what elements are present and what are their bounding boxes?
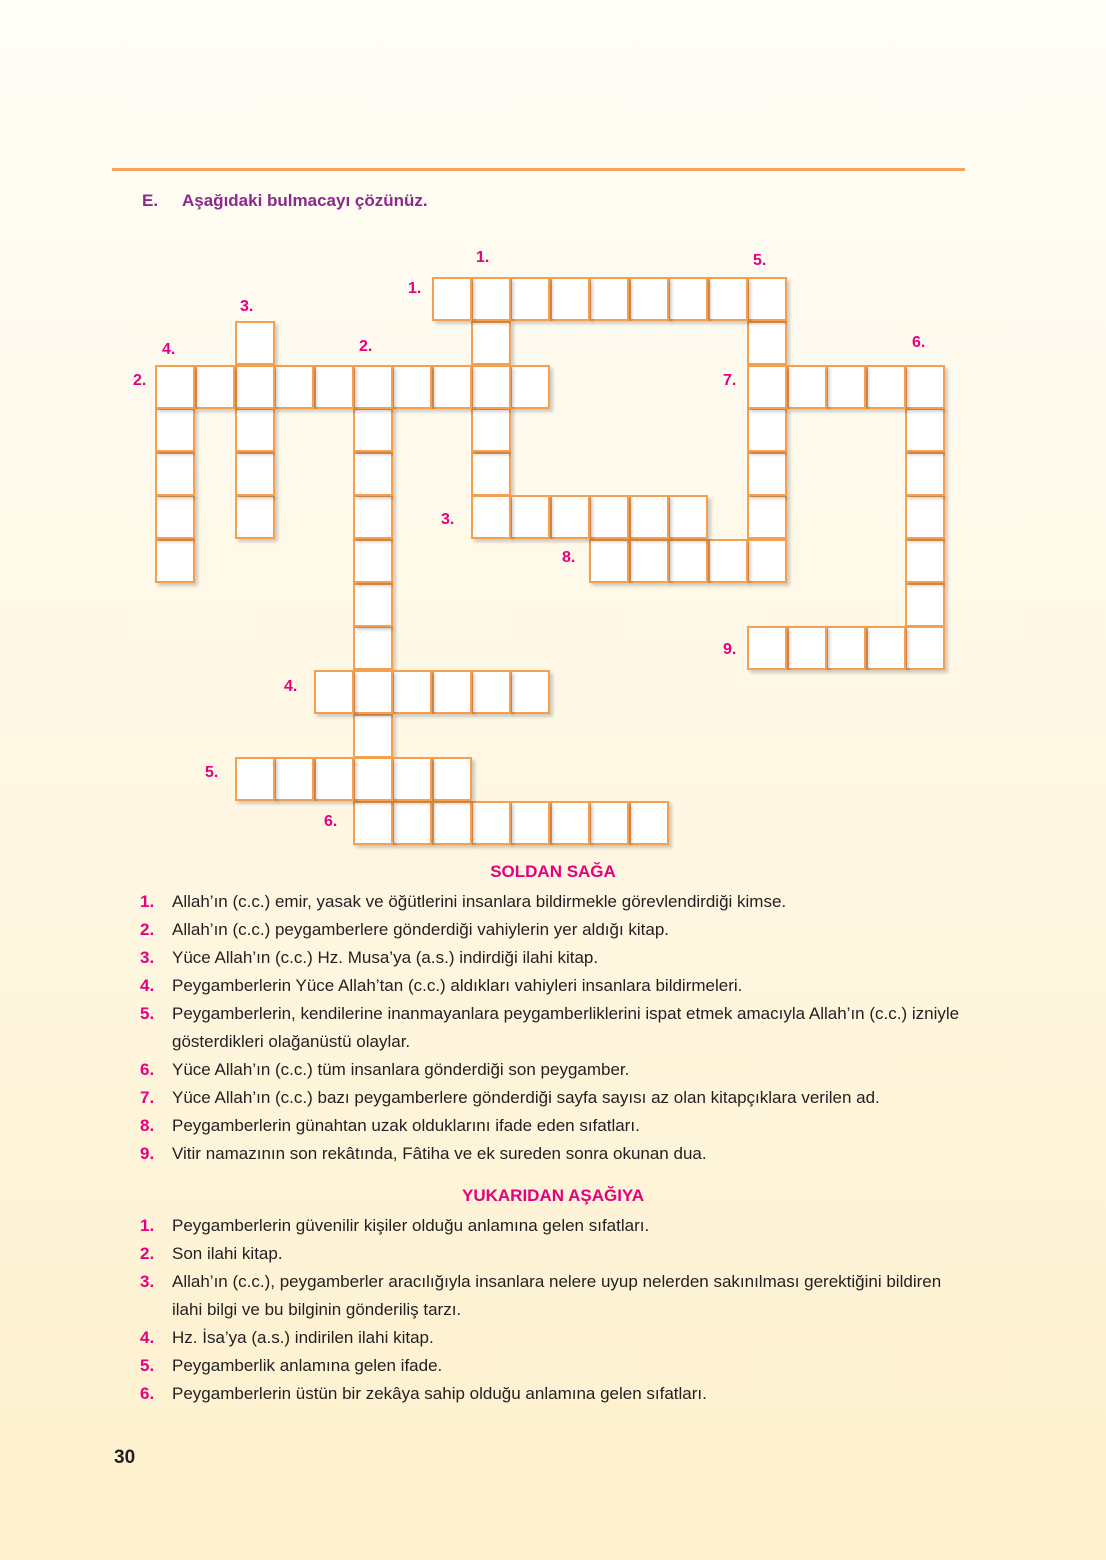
- across-clue: [0, 944, 1106, 972]
- crossword-cell[interactable]: [471, 495, 511, 539]
- across-clues-section: [0, 862, 1106, 1168]
- down-clue: [0, 1240, 1106, 1268]
- crossword-cell[interactable]: [747, 365, 787, 409]
- clue-number: 4.: [140, 1328, 155, 1347]
- clue-number-across-5: 5.: [205, 764, 219, 781]
- crossword-cell[interactable]: [510, 670, 550, 714]
- clue-number: 4.: [140, 976, 155, 995]
- crossword-cell[interactable]: [353, 670, 393, 714]
- clue-number: 5.: [140, 1356, 155, 1375]
- crossword-cell[interactable]: [550, 495, 590, 539]
- clue-number-across-1: 1.: [408, 280, 422, 297]
- crossword-cell[interactable]: [905, 539, 945, 583]
- crossword-cell[interactable]: [629, 277, 669, 321]
- clue-number-down-2: 2.: [359, 338, 373, 355]
- clue-number-across-8: 8.: [562, 549, 576, 566]
- down-clue: [0, 1380, 1106, 1408]
- crossword-cell[interactable]: [629, 801, 669, 845]
- crossword-cell[interactable]: [826, 365, 866, 409]
- crossword-cell[interactable]: [510, 277, 550, 321]
- crossword-cell[interactable]: [392, 757, 432, 801]
- down-clue: [0, 1324, 1106, 1352]
- crossword-cell[interactable]: [314, 670, 354, 714]
- across-clue: [0, 1140, 1106, 1168]
- crossword-cell[interactable]: [787, 626, 827, 670]
- clue-number: 8.: [140, 1116, 155, 1135]
- crossword-cell[interactable]: [589, 495, 629, 539]
- crossword-cell[interactable]: [155, 365, 195, 409]
- clue-text: Yüce Allah’ın (c.c.) tüm insanlara gönderdiği son peygamber.: [172, 1060, 630, 1079]
- crossword-cell[interactable]: [787, 365, 827, 409]
- clue-number-down-4: 4.: [162, 341, 176, 358]
- crossword-cell[interactable]: [471, 452, 511, 496]
- clue-number: 2.: [140, 1244, 155, 1263]
- across-clue: [0, 1000, 1106, 1056]
- clue-number: 2.: [140, 920, 155, 939]
- crossword-cell[interactable]: [589, 539, 629, 583]
- crossword-cell[interactable]: [668, 495, 708, 539]
- crossword-cell[interactable]: [353, 801, 393, 845]
- crossword-cell[interactable]: [155, 539, 195, 583]
- clue-number: 3.: [140, 948, 155, 967]
- clue-text: Vitir namazının son rekâtında, Fâtiha ve ek sureden sonra okunan dua.: [172, 1144, 707, 1163]
- clue-number: 1.: [140, 1216, 155, 1235]
- clue-number-across-3: 3.: [441, 511, 455, 528]
- crossword-cell[interactable]: [471, 277, 511, 321]
- crossword-cell[interactable]: [471, 801, 511, 845]
- clue-number: 3.: [140, 1272, 155, 1291]
- crossword-cell[interactable]: [589, 801, 629, 845]
- clue-number-across-2: 2.: [133, 372, 147, 389]
- clue-number-across-4: 4.: [284, 678, 298, 695]
- clue-number-across-9: 9.: [723, 641, 737, 658]
- crossword-cell[interactable]: [826, 626, 866, 670]
- crossword-cell[interactable]: [392, 801, 432, 845]
- clue-text: Peygamberlerin güvenilir kişiler olduğu anlamına gelen sıfatları.: [172, 1216, 650, 1235]
- down-heading: YUKARIDAN AŞAĞIYA: [462, 1186, 644, 1205]
- clue-number: 6.: [140, 1384, 155, 1403]
- crossword-cell[interactable]: [905, 583, 945, 627]
- crossword-cell[interactable]: [353, 365, 393, 409]
- across-clue: [0, 1112, 1106, 1140]
- clue-text: Peygamberlik anlamına gelen ifade.: [172, 1356, 443, 1375]
- crossword-cell[interactable]: [866, 626, 906, 670]
- crossword-cell[interactable]: [668, 539, 708, 583]
- page-number: 30: [114, 1447, 136, 1468]
- across-clue: [0, 888, 1106, 916]
- task-letter: E.: [142, 191, 159, 210]
- across-heading: SOLDAN SAĞA: [490, 862, 616, 881]
- crossword-cell[interactable]: [274, 757, 314, 801]
- crossword-cell[interactable]: [747, 495, 787, 539]
- clue-text: Allah’ın (c.c.) emir, yasak ve öğütlerini insanlara bildirmekle görevlendirdiği kimse.: [172, 892, 787, 911]
- clue-number: 9.: [140, 1144, 155, 1163]
- crossword-cell[interactable]: [353, 452, 393, 496]
- across-clue: [0, 972, 1106, 1000]
- crossword-cell[interactable]: [550, 801, 590, 845]
- crossword-cell[interactable]: [353, 757, 393, 801]
- crossword-cell[interactable]: [432, 801, 472, 845]
- crossword-cell[interactable]: [432, 365, 472, 409]
- crossword-cell[interactable]: [471, 321, 511, 365]
- crossword-cell[interactable]: [747, 452, 787, 496]
- crossword-cell[interactable]: [155, 495, 195, 539]
- crossword-cell[interactable]: [905, 452, 945, 496]
- crossword-cell[interactable]: [747, 539, 787, 583]
- crossword-cell[interactable]: [668, 277, 708, 321]
- crossword-cell[interactable]: [353, 539, 393, 583]
- clue-text: Peygamberlerin üstün bir zekâya sahip olduğu anlamına gelen sıfatları.: [172, 1384, 707, 1403]
- crossword-cell[interactable]: [353, 495, 393, 539]
- crossword-cell[interactable]: [235, 452, 275, 496]
- crossword-cell[interactable]: [432, 757, 472, 801]
- crossword-cell[interactable]: [235, 365, 275, 409]
- crossword-cell[interactable]: [629, 495, 669, 539]
- crossword-cell[interactable]: [708, 539, 748, 583]
- crossword-cell[interactable]: [510, 801, 550, 845]
- clue-number-down-1: 1.: [476, 249, 490, 266]
- down-clues-section: [0, 1186, 1106, 1408]
- crossword-cell[interactable]: [629, 539, 669, 583]
- down-clue-list: [0, 1212, 1106, 1408]
- clue-number: 1.: [140, 892, 155, 911]
- clue-text: Son ilahi kitap.: [172, 1244, 283, 1263]
- crossword-cell[interactable]: [235, 408, 275, 452]
- clue-number-down-5: 5.: [753, 252, 767, 269]
- clue-number: 7.: [140, 1088, 155, 1107]
- crossword-cell[interactable]: [471, 670, 511, 714]
- clue-text: Hz. İsa’ya (a.s.) indirilen ilahi kitap.: [172, 1328, 434, 1347]
- crossword-cell[interactable]: [314, 757, 354, 801]
- crossword-cell[interactable]: [905, 495, 945, 539]
- clue-text: Yüce Allah’ın (c.c.) Hz. Musa’ya (a.s.) indirdiği ilahi kitap.: [172, 948, 599, 967]
- clue-number-across-7: 7.: [723, 372, 737, 389]
- crossword-cell[interactable]: [471, 408, 511, 452]
- crossword-cell[interactable]: [392, 365, 432, 409]
- clue-number-down-3: 3.: [240, 298, 254, 315]
- crossword-cell[interactable]: [747, 626, 787, 670]
- task-instruction: Aşağıdaki bulmacayı çözünüz.: [182, 191, 428, 210]
- crossword-cell[interactable]: [274, 365, 314, 409]
- clue-text: Allah’ın (c.c.), peygamberler aracılığıyla insanlara nelere uyup nelerden sakınılması gerektiğini bildiren ilahi bilgi ve bu bilginin gönderiliş tarzı.: [172, 1272, 942, 1319]
- crossword-cell[interactable]: [314, 365, 354, 409]
- crossword-cell[interactable]: [353, 408, 393, 452]
- crossword-cell[interactable]: [353, 626, 393, 670]
- crossword-cell[interactable]: [353, 714, 393, 758]
- down-clue: [0, 1268, 1106, 1324]
- crossword-cell[interactable]: [708, 277, 748, 321]
- crossword-cell[interactable]: [510, 365, 550, 409]
- across-clue: [0, 1084, 1106, 1112]
- crossword-cell[interactable]: [471, 365, 511, 409]
- clue-number-across-6: 6.: [324, 813, 338, 830]
- crossword-cell[interactable]: [353, 583, 393, 627]
- across-clue: [0, 916, 1106, 944]
- clue-text: Peygamberlerin Yüce Allah’tan (c.c.) aldıkları vahiyleri insanlara bildirmeleri.: [172, 976, 743, 995]
- across-clue-list: [0, 888, 1106, 1168]
- crossword-cell[interactable]: [866, 365, 906, 409]
- crossword-cell[interactable]: [747, 277, 787, 321]
- crossword-cell[interactable]: [510, 495, 550, 539]
- crossword-cell[interactable]: [432, 670, 472, 714]
- clue-number: 5.: [140, 1004, 155, 1023]
- crossword-cell[interactable]: [747, 321, 787, 365]
- down-clue: [0, 1352, 1106, 1380]
- clue-number-down-6: 6.: [912, 334, 926, 351]
- clue-text: Yüce Allah’ın (c.c.) bazı peygamberlere gönderdiği sayfa sayısı az olan kitapçıklara verilen ad.: [172, 1088, 880, 1107]
- crossword-cell[interactable]: [155, 408, 195, 452]
- clue-text: Allah’ın (c.c.) peygamberlere gönderdiği vahiylerin yer aldığı kitap.: [172, 920, 670, 939]
- crossword-cell[interactable]: [905, 365, 945, 409]
- crossword-cell[interactable]: [905, 626, 945, 670]
- crossword-cell[interactable]: [392, 670, 432, 714]
- clue-text: Peygamberlerin günahtan uzak olduklarını ifade eden sıfatları.: [172, 1116, 640, 1135]
- clue-text: Peygamberlerin, kendilerine inanmayanlara peygamberliklerini ispat etmek amacıyla Allah’ın (c.c.) izniyle gösterdikleri olağanüstü olaylar.: [172, 1004, 960, 1051]
- crossword-cell[interactable]: [905, 408, 945, 452]
- clue-number: 6.: [140, 1060, 155, 1079]
- crossword-cell[interactable]: [235, 495, 275, 539]
- down-clue: [0, 1212, 1106, 1240]
- crossword-cell[interactable]: [235, 321, 275, 365]
- crossword-cell[interactable]: [550, 277, 590, 321]
- crossword-cell[interactable]: [589, 277, 629, 321]
- across-clue: [0, 1056, 1106, 1084]
- crossword-cell[interactable]: [432, 277, 472, 321]
- crossword-cell[interactable]: [747, 408, 787, 452]
- crossword-cell[interactable]: [235, 757, 275, 801]
- crossword-cell[interactable]: [155, 452, 195, 496]
- crossword-cell[interactable]: [195, 365, 235, 409]
